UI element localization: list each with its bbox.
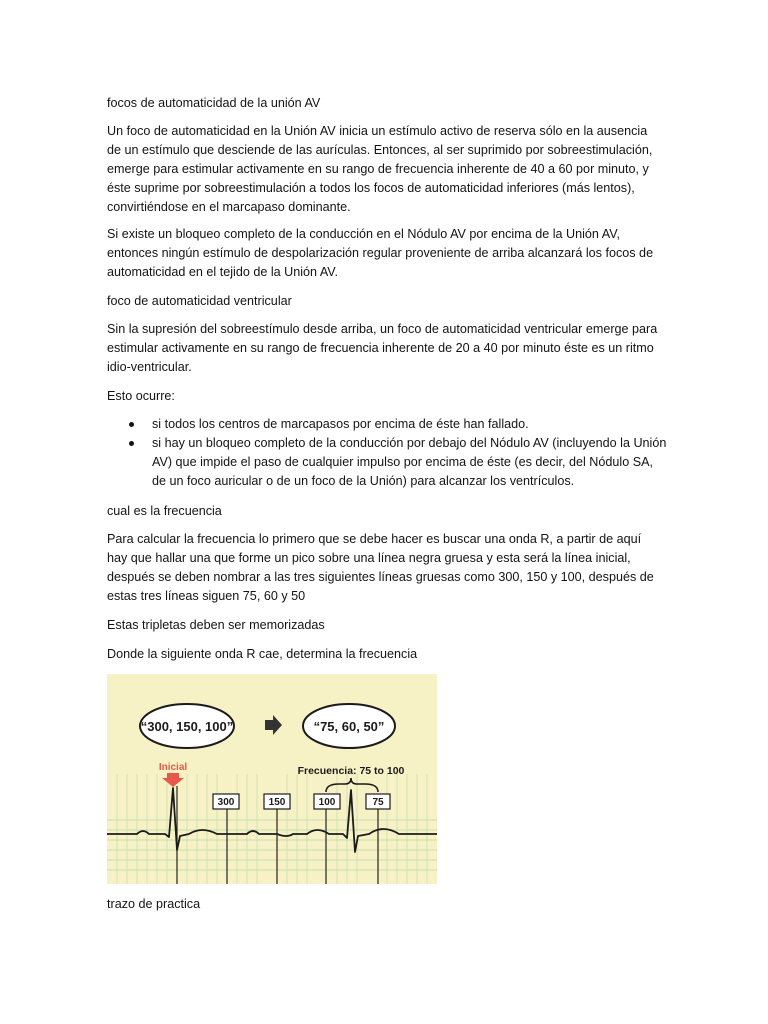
- paragraph-av-junction-2: Si existe un bloqueo completo de la conducción en el Nódulo AV por encima de la Unión AV, entonces ningún estímulo de despolarización regular proveniente de arriba alcanzará los focos de automaticidad en el tejido de la Unión AV.: [107, 227, 654, 279]
- paragraph-practice-trace: trazo de practica: [107, 897, 201, 911]
- list-item-text: si hay un bloqueo completo de la conducción por debajo del Nódulo AV (incluyendo la Unión AV) que impide el paso de cualquier impulso por encima de éste (es decir, del Nódulo SA, de un foco auricular o de un foco de la Unión) para alcanzar los ventrículos.: [152, 436, 667, 488]
- bullet-list: [129, 415, 669, 491]
- inicial-label: Inicial: [158, 762, 188, 773]
- paragraph-next-r-wave: Donde la siguiente onda R cae, determina la frecuencia: [107, 647, 418, 661]
- paragraph-ventricular: Sin la supresión del sobreestímulo desde arriba, un foco de automaticidad ventricular emerge para estimular activamente en su rango de frecuencia inherente de 20 a 40 por minuto éste es un ritmo idio-ventricular.: [107, 322, 658, 374]
- bullet-dot: [129, 422, 134, 427]
- ecg-figure-svg: [107, 674, 437, 884]
- paragraph-triplets: Estas tripletas deben ser memorizadas: [107, 618, 325, 632]
- figure-background: [107, 674, 437, 884]
- rate-box-150-label: 150: [268, 797, 286, 808]
- heading-frequency: cual es la frecuencia: [107, 504, 222, 518]
- frecuencia-label: Frecuencia: 75 to 100: [297, 765, 405, 777]
- heading-av-junction: focos de automaticidad de la unión AV: [107, 96, 321, 110]
- bubble-right-text: “75, 60, 50”: [313, 719, 385, 734]
- bullet-dot: [129, 441, 134, 446]
- rate-box-300-label: 300: [217, 797, 235, 808]
- paragraph-av-junction-1: Un foco de automaticidad en la Unión AV inicia un estímulo activo de reserva sólo en la ausencia de un estímulo que desciende de las aurículas. Entonces, al ser suprimido por sobreestimulación, emerge para estimular activamente en su rango de frecuencia inherente de 40 a 60 por minuto, y éste suprime por sobreestimulación a todos los focos de automaticidad inferiores (más lentos), convirtiéndose en el marcapaso dominante.: [107, 124, 653, 214]
- rate-box-75-label: 75: [372, 797, 384, 808]
- rate-box-100-label: 100: [318, 797, 336, 808]
- rate-box-300: [213, 794, 239, 809]
- rate-box-75: [366, 794, 390, 809]
- heading-ventricular: foco de automaticidad ventricular: [107, 294, 292, 308]
- list-item: [129, 434, 669, 491]
- esto-ocurre-label: Esto ocurre:: [107, 389, 175, 403]
- list-item: [129, 415, 669, 434]
- rate-box-150: [264, 794, 290, 809]
- rate-box-100: [314, 794, 340, 809]
- ecg-rate-figure: [107, 674, 437, 884]
- paragraph-frequency: Para calcular la frecuencia lo primero que se debe hacer es buscar una onda R, a partir de aquí hay que hallar una que forme un pico sobre una línea negra gruesa y esta será la línea inicial, después se deben nombrar a las tres siguientes líneas gruesas como 300, 150 y 100, después de estas tres líneas siguen 75, 60 y 50: [107, 532, 654, 603]
- list-item-text: si todos los centros de marcapasos por encima de éste han fallado.: [152, 417, 529, 431]
- bubble-left-text: “300, 150, 100”: [140, 719, 234, 734]
